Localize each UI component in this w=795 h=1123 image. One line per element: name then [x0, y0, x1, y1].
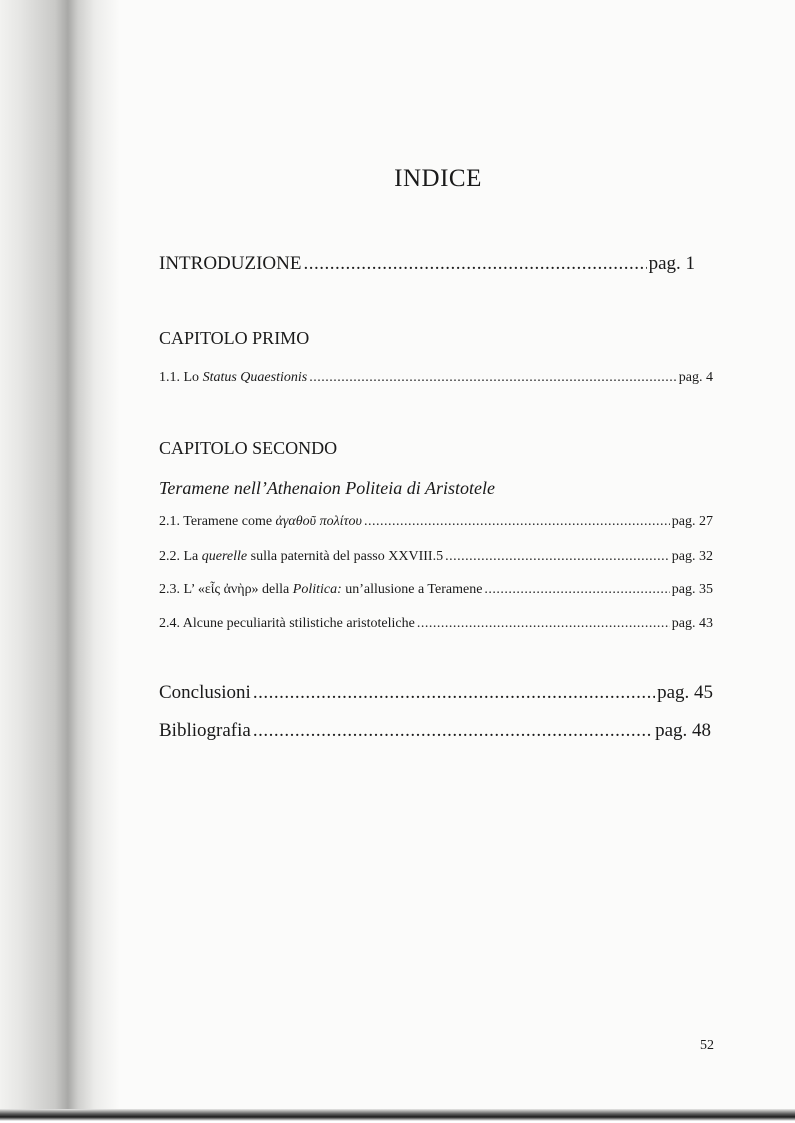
toc-entry-conclusioni	[159, 682, 713, 704]
leader-dots	[309, 370, 677, 386]
toc-label: Conclusioni	[159, 682, 251, 703]
toc-label-italic: ἀγαθοῦ πολίτου	[275, 514, 362, 529]
toc-page: pag. 27	[671, 514, 713, 529]
toc-entry-bibliografia	[159, 720, 711, 742]
toc-page: pag. 32	[671, 549, 713, 564]
leader-dots	[253, 682, 655, 704]
toc-label-text-post: un’allusione a Teramene	[341, 582, 483, 597]
toc-label-text: 2.1. Teramene come	[159, 514, 276, 529]
toc-page: pag. 1	[648, 253, 695, 274]
toc-page: pag. 43	[671, 616, 713, 631]
toc-label: Bibliografia	[159, 720, 251, 741]
toc-label	[159, 549, 443, 565]
toc-page: pag. 4	[678, 370, 713, 385]
toc-label-text: 2.3. L’ «εἷς ἀνὴρ» della	[159, 582, 293, 597]
toc-label-text: 2.4. Alcune peculiarità stilistiche aristoteliche	[159, 616, 415, 631]
toc-entry-2-2	[159, 549, 713, 565]
toc-label-text-post: sulla paternità del passo XXVIII.5	[247, 549, 444, 564]
toc-entry-2-1	[159, 514, 713, 530]
toc-entry-2-4	[159, 616, 713, 632]
toc-entry-1-1	[159, 370, 713, 386]
toc-label-text: 2.2. La	[159, 549, 202, 564]
toc-label: INTRODUZIONE	[159, 253, 302, 274]
chapter-heading-secondo: CAPITOLO SECONDO	[159, 438, 338, 458]
leader-dots	[253, 720, 653, 742]
leader-dots	[303, 253, 646, 275]
toc-label-italic: Status Quaestionis	[202, 370, 308, 385]
leader-dots	[445, 549, 670, 565]
toc-label-text: 1.1. Lo	[159, 370, 203, 385]
leader-dots	[484, 582, 669, 598]
toc-label	[159, 370, 307, 386]
toc-page: pag. 45	[657, 682, 713, 703]
toc-page: pag. 35	[671, 582, 713, 597]
leader-dots	[417, 616, 670, 632]
page-bottom-edge	[0, 1109, 795, 1123]
index-title: INDICE	[394, 165, 482, 192]
leader-dots	[364, 514, 670, 530]
toc-label	[159, 616, 415, 632]
page-number: 52	[700, 1038, 714, 1053]
chapter-subtitle: Teramene nell’Athenaion Politeia di Aristotele	[159, 478, 495, 498]
toc-entry-2-3	[159, 582, 713, 598]
toc-label-italic: Politica:	[292, 582, 342, 597]
toc-label	[159, 582, 482, 598]
chapter-heading-primo: CAPITOLO PRIMO	[159, 328, 310, 348]
toc-entry-introduzione	[159, 253, 695, 275]
toc-label-italic: querelle	[201, 549, 248, 564]
toc-label	[159, 514, 362, 530]
toc-page: pag. 48	[655, 720, 711, 741]
